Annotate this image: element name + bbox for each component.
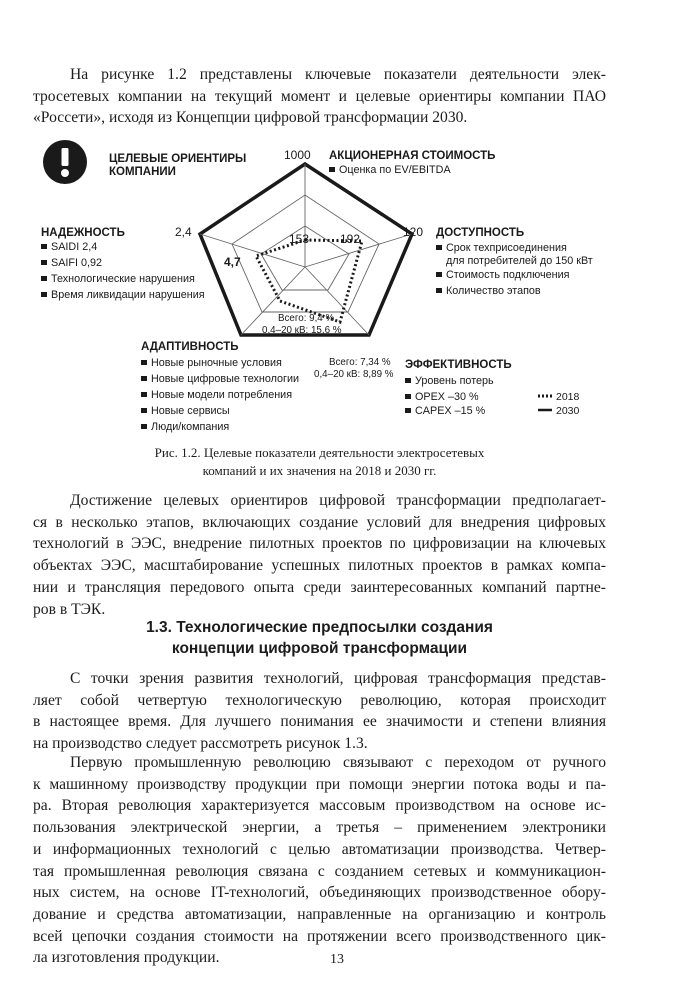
paragraph-line: ра. Вторая революция характеризуется массовым производством на основе ис- <box>33 797 606 815</box>
paragraph-line: Первую промышленную революцию связывают с переходом от ручного <box>70 754 606 771</box>
paragraph-line: ляет собой четвертую технологическую революцию, которая происходит <box>33 691 606 709</box>
axis-item: Время ликвидации нарушения <box>51 289 205 301</box>
axis-item: SAIDI 2,4 <box>51 241 98 253</box>
caption-line: Рис. 1.2. Целевые показатели деятельности электросетевых <box>154 445 485 460</box>
value-2018-right: 192 <box>340 232 361 246</box>
targets-title: КОМПАНИИ <box>109 166 176 178</box>
paragraph-line: дование и средства автоматизации, направленные на организацию и контроль <box>33 905 606 923</box>
caption-line: компаний и их значения на 2018 и 2030 гг. <box>202 462 437 478</box>
paragraph-line: пользования электрической энергии, а третья – применением электроники <box>33 819 606 837</box>
axis-item: Стоимость подключения <box>446 269 570 281</box>
paragraph-line: всей цепочки создания стоимости на протяжении всего производственного цик- <box>33 927 606 945</box>
axis-item: Новые модели потребления <box>151 389 293 401</box>
axis-title-availability: ДОСТУПНОСТЬ <box>436 227 525 239</box>
inner-note: Всего: 9,4 % <box>278 313 335 324</box>
paragraph-line: в настоящее время. Для лучшего понимания ее значимости и степени влияния <box>33 713 606 731</box>
targets-title: ЦЕЛЕВЫЕ ОРИЕНТИРЫ <box>109 153 247 165</box>
axis-title-shareholder: АКЦИОНЕРНАЯ СТОИМОСТЬ <box>329 150 496 162</box>
intro-line: тросетевых компании на текущий момент и целевые ориентиры компании ПАО <box>33 87 606 105</box>
intro-paragraph <box>33 64 606 129</box>
paragraph-line: нии и трансляция передового опыта среди заинтересованных компаний партне- <box>33 578 606 596</box>
paragraph-line: объектах ЭЭС, масштабирование успешных пилотных проектов в рамках компа- <box>33 557 606 575</box>
axis-item: Уровень потерь <box>415 375 494 387</box>
paragraph-line: ся в несколько этапов, включающих создание условий для внедрения цифровых <box>33 513 606 531</box>
adaptivity-note: Всего: 7,34 % <box>329 357 391 368</box>
page-number: 13 <box>330 952 344 967</box>
radar-grid-ring <box>232 195 379 312</box>
axis-item: Новые цифровые технологии <box>151 373 300 385</box>
section-heading <box>33 617 606 659</box>
value-2018-top: 153 <box>289 232 310 246</box>
scale-label-left: 2,4 <box>175 225 192 239</box>
paragraph-line: тая промышленная революция связана с созданием сетевых и коммуникацион- <box>33 862 606 880</box>
paragraph-line: на производство следует рассмотреть рисунок 1.3. <box>33 735 368 753</box>
axis-item: Новые рыночные условия <box>151 357 282 369</box>
axis-item: SAIFI 0,92 <box>51 257 103 269</box>
intro-line: «Россети», исходя из Концепции цифровой трансформации 2030. <box>33 109 468 127</box>
inner-note: 0,4–20 кВ: 15,6 % <box>262 325 342 336</box>
legend-label-2018: 2018 <box>556 391 580 403</box>
axis-item: OPEX –30 % <box>415 391 479 403</box>
scale-label-right: 120 <box>403 225 424 239</box>
paragraph-line: Достижение целевых ориентиров цифровой трансформации предполагает- <box>70 492 606 509</box>
axis-title-reliability: НАДЕЖНОСТЬ <box>41 227 125 239</box>
legend-label-2030: 2030 <box>556 405 580 417</box>
figure-caption <box>33 444 606 479</box>
paragraph-stages <box>33 490 606 620</box>
paragraph-line: ных систем, на основе IT-технологий, объединяющих производственное обору- <box>33 884 606 902</box>
warning-icon <box>43 140 87 184</box>
axis-item: Оценка по EV/EBITDA <box>339 164 451 176</box>
paragraph-line: С точки зрения развития технологий, цифровая трансформация представ- <box>70 670 606 687</box>
scale-label-top: 1000 <box>284 148 311 162</box>
axis-item: Люди/компания <box>151 421 230 433</box>
paragraph-revolutions <box>33 752 606 969</box>
axis-title-adaptivity: АДАПТИВНОСТЬ <box>141 341 239 353</box>
adaptivity-note: 0,4–20 кВ: 8,89 % <box>314 369 394 380</box>
paragraph-line: к машинному производству продукции при помощи энергии потока воды и па- <box>33 775 606 793</box>
value-2018-left: 4,7 <box>224 255 241 269</box>
intro-line: На рисунке 1.2 представлены ключевые показатели деятельности элек- <box>70 66 606 83</box>
axis-title-efficiency: ЭФФЕКТИВНОСТЬ <box>405 359 512 371</box>
paragraph-line: технологий в ЭЭС, внедрение пилотных проектов по цифровизации на ключевых <box>33 535 606 553</box>
axis-item: Количество этапов <box>446 285 541 297</box>
section-heading-line: концепции цифровой трансформации <box>171 640 468 657</box>
paragraph-technology <box>33 668 606 755</box>
axis-item: Срок техприсоединения <box>446 242 567 254</box>
section-heading-line: 1.3. Технологические предпосылки создания <box>146 619 493 636</box>
paragraph-line: ла изготовления продукции. <box>33 949 220 967</box>
paragraph-line: ров в ТЭК. <box>33 600 106 618</box>
axis-item-continuation: для потребителей до 150 кВт <box>446 255 593 267</box>
figure-radar-chart <box>33 138 653 438</box>
paragraph-line: и информационных технологий с целью автоматизации производства. Четвер- <box>33 840 606 858</box>
axis-item: CAPEX –15 % <box>415 405 486 417</box>
axis-item: Новые сервисы <box>151 405 230 417</box>
axis-item: Технологические нарушения <box>51 273 195 285</box>
